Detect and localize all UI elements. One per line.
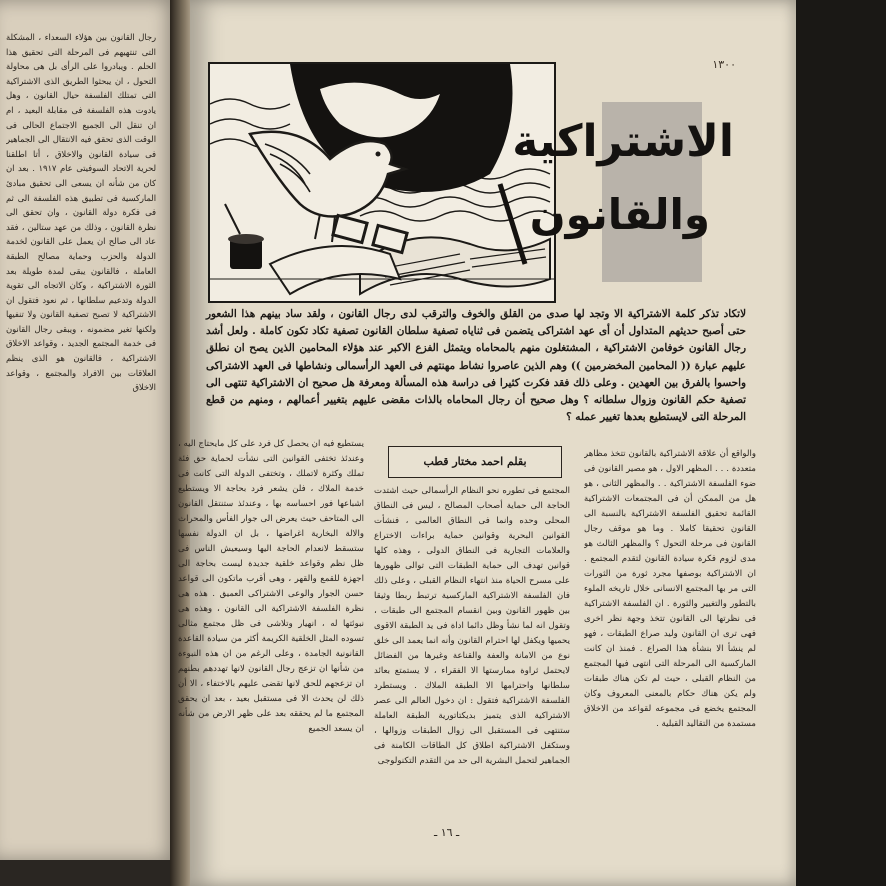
column-middle-text: المجتمع فى تطوره نحو النظام الرأسمالى حيث اشتدت الحاجة الى حماية أصحاب المصالح ، ليس فى النطاق المحلى وحده وانما فى النطاق العالمى ، فنشأت القوانين البحرية وقوانين حماية براءات الاختراع والعلامات التجارية فى النطاق الدولى ، وهذه كلها قوانين تهدف الى حماية الطبقات التى توالى ظهورها على مسرح الحياة منذ انتهاء النظام القبلى ، وعلى ذلك فان الفلسفة الاشتراكية الماركسية ترتبط ربطا وثيقا بين ظهور القانون وبين انقسام المجتمع الى طبقات ، وتقول انه لما نشأ وظل دائما اداة فى يد الطبقة الاقوى يحميها ويكفل لها احترام القانون وأنه انما يعمد الى خلق نوع من الامانة والعفة والقناعة وغيرها من الفضائل لايحتمل ثراوة ممارستها الا الفقراء ، لا يستمتع بعائد سلطانها واحترامها الا الطبقة الملاك . ويستطرد الفلسفة الاشتراكية فتقول : ان دخول العالم الى عصر الاشتراكية الذى يتميز بديكتاتورية الطبقة العاملة ستنتهى فى المستقبل الى زوال الطبقات وزوالها ، وستكفل الاشتراكية اطلاق كل الطاقات الكامنة فى الجماهير لتحمل البشرية الى حد من التقدم التكنولوجى	[374, 486, 570, 766]
background-dark-area	[786, 0, 886, 886]
column-middle	[374, 442, 570, 812]
title-line-1: الاشتراكية	[512, 116, 734, 167]
article-title	[512, 102, 740, 282]
intro-paragraph: لاتكاد تذكر كلمة الاشتراكية الا وتجد لها صدى من القلق والخوف والترقب لدى رجال القانون ، ولقد ساد بينهم هذا الشعور حتى أصبح حديثهم المتداول أن أى عهد اشتراكى يتضمن فى ثناياه تصفية سلطان القانون تصفية تكاد تكون كاملة . ولعل أشد رجال القانون خوفامن الاشتراكية ، المشتغلون منهم بالمحاماه ويتمثل الفزع الاكبر عند هؤلاء المحامين الذين يصح ان نطلق عليهم عبارة (( المحامين المخضرمين )) وهم الذين عاصروا نشاط مهنتهم فى العهد الرأسمالى ونشاطها فى العهد الاشتراكى واحسوا بالفرق بين العهدين . وعلى ذلك فقد فكرت كثيرا فى دراسة هذه المسألة ومعرفة هل صحيح ان الاشتراكية تنتهى الى تصفية حكم القانون وزوال سلطانه ؟ وهل صحيح أن رجال المحاماه بالذات مقضى عليهم بتغيير أعمالهم ، ومنهم من قطع المرحلة التى لايستطيع بعدها تغيير عمله ؟	[206, 308, 746, 424]
title-line-2: والقانون	[529, 190, 710, 239]
right-page	[178, 0, 796, 886]
left-page	[0, 0, 178, 860]
article-illustration	[208, 62, 556, 303]
bird-illustration	[210, 64, 554, 301]
author-byline: بقلم احمد مختار قطب	[388, 446, 562, 478]
page-number-bottom: ـ ١٦ ـ	[434, 826, 460, 839]
column-right: والواقع أن علاقة الاشتراكية بالقانون تتخذ مظاهر متعددة . . . المظهر الاول ، هو مصير القانون فى ضوء الفلسفة الاشتراكية . . والمظهر الثانى ، هو هل من الممكن أن فى المجتمعات الاشتراكية القائمة تحقيق الفلسفة الاشتراكية بالنسبة الى القانون تحقيقا كاملا . وما هو موقف رجال القانون فى مرحلة التحول ؟ والمظهر الثالث هو مدى لزوم فكرة سيادة القانون لتقدم المجتمع . ان الاشتراكية بوصفها مجرد ثورة من الثورات التى مر بها المجتمع الانسانى خلال تاريخه الملوء بالتطور والتغيير والثورة . ان الفلسفة الاشتراكية فى نظرتها الى القانون تتخذ وجهة نظر اخرى فهى ترى ان القانون وليد صراع الطبقات ، فهو لم ينشأ الا بنشأة هذا الصراع . فمنذ ان كانت الماركسية الى المرحلة التى انتهى فيها المجتمع من النظام القبلى ، حيث لم تكن هناك طبقات ولم يكن هناك حكام بالمعنى المعروف وكان المجتمع يخضع فى مجموعه لقواعد من الاخلاق مستمدة من التقاليد القبلية .	[584, 449, 756, 729]
left-page-text: رجال القانون بين هؤلاء السعداء ، المشكلة التى تنتهيهم فى المرحلة التى تحقيق هذا الحلم . ويبادروا على الرأى بل هى محاولة التحول ، ان يبحثوا الطريق الذى الاشتراكية التى تمتلك الفلسفة حيال القانون ، وهل يادوت هذه الفلسفة فى مقابلة البعيد ، ام ان تنقل الى الجميع الاجتماع الحالى فى الوقت الذى تحقق فيه الانتقال الى الجماهير فى سيادة القانون والاخلاق ، أتا اطلقنا لحرية الاتحاد السوفيتى عام ١٩١٧ . بعد ان كان من شأنه ان يسعى الى تحقيق مبادئ الماركسية فى تطبيق هذه الفلسفة الى ثم فى فكرة دولة القانون ، وان تحقق الى نظرة القانون ، وذلك من عهد ستالين ، فقد عاد الى صالح ان يعمل على القانون لخدمة الدولة والحزب وحماية مصالح الطبقة العاملة ، فالقانون يبقى لمدة طويلة بعد الثورة الاشتراكية ، وكان الاتجاه الى تقوية الدولة وتدعيم سلطانها ، ثم نعود فتقول ان الاشتراكية لا تصبح تصفية القانون ولا تنفيها ولكنها تغير مضمونه ، ويبقى رجال القانون فى خدمة المجتمع الجديد ، وقواعد الاخلاق الاشتراكية ، فالقانون هو الذى ينظم العلاقات بين الافراد والمجتمع ، وقواعد الاخلاق	[6, 32, 156, 393]
column-left: يستطيع فيه ان يحصل كل فرد على كل مايحتاج اليه ، وعندئذ تختفى القوانين التى نشأت لحماية حق فئة تملك وكثرة لاتملك ، وتختفى الدولة التى كانت فى خدمة الملاك ، فلن يشعر فرد بحاجة الا ويستطيع اشباعها فور احساسه بها ، وعندئذ ستنتقل القانون الى المتاحف حيث يعرض الى جوار الفأس والمحراث والالة البخارية اغراضها ، بل ان الدولة نفسها ستسقط لانعدام الحاجة اليها وسيعيش الناس فى ظل نظم وقواعد خلقية جديدة ليست بحاجة الى اجهزة للقمع والقهر ، وهى أقرب ماتكون الى قواعد حسن الجوار والوعى الاشتراكى العميق . هذه هى نظرة الفلسفة الاشتراكية الى القانون ، وهذه هى نبوئتها له ، انهيار وتلاشى فى ظل مجتمع مثالى تسوده المثل الخلقية الكريمة أكثر من سيادة القاعدة القانونية الجامدة ، وعلى الرغم من ان هذه النبوءة من شأنها ان تزعج رجال القانون لانها تهددهم بطنهم ان تزعجهم للحق لانها تقضى عليهم بالاختفاء ، الا أن ذلك لن يحدث الا فى مستقبل بعيد ، بعد ان يحقق المجتمع ما لم يحققه بعد على ظهر الارض من شأنه ان يسعد الجميع	[178, 439, 364, 734]
page-number-top: ١٣٠٠	[712, 58, 736, 71]
